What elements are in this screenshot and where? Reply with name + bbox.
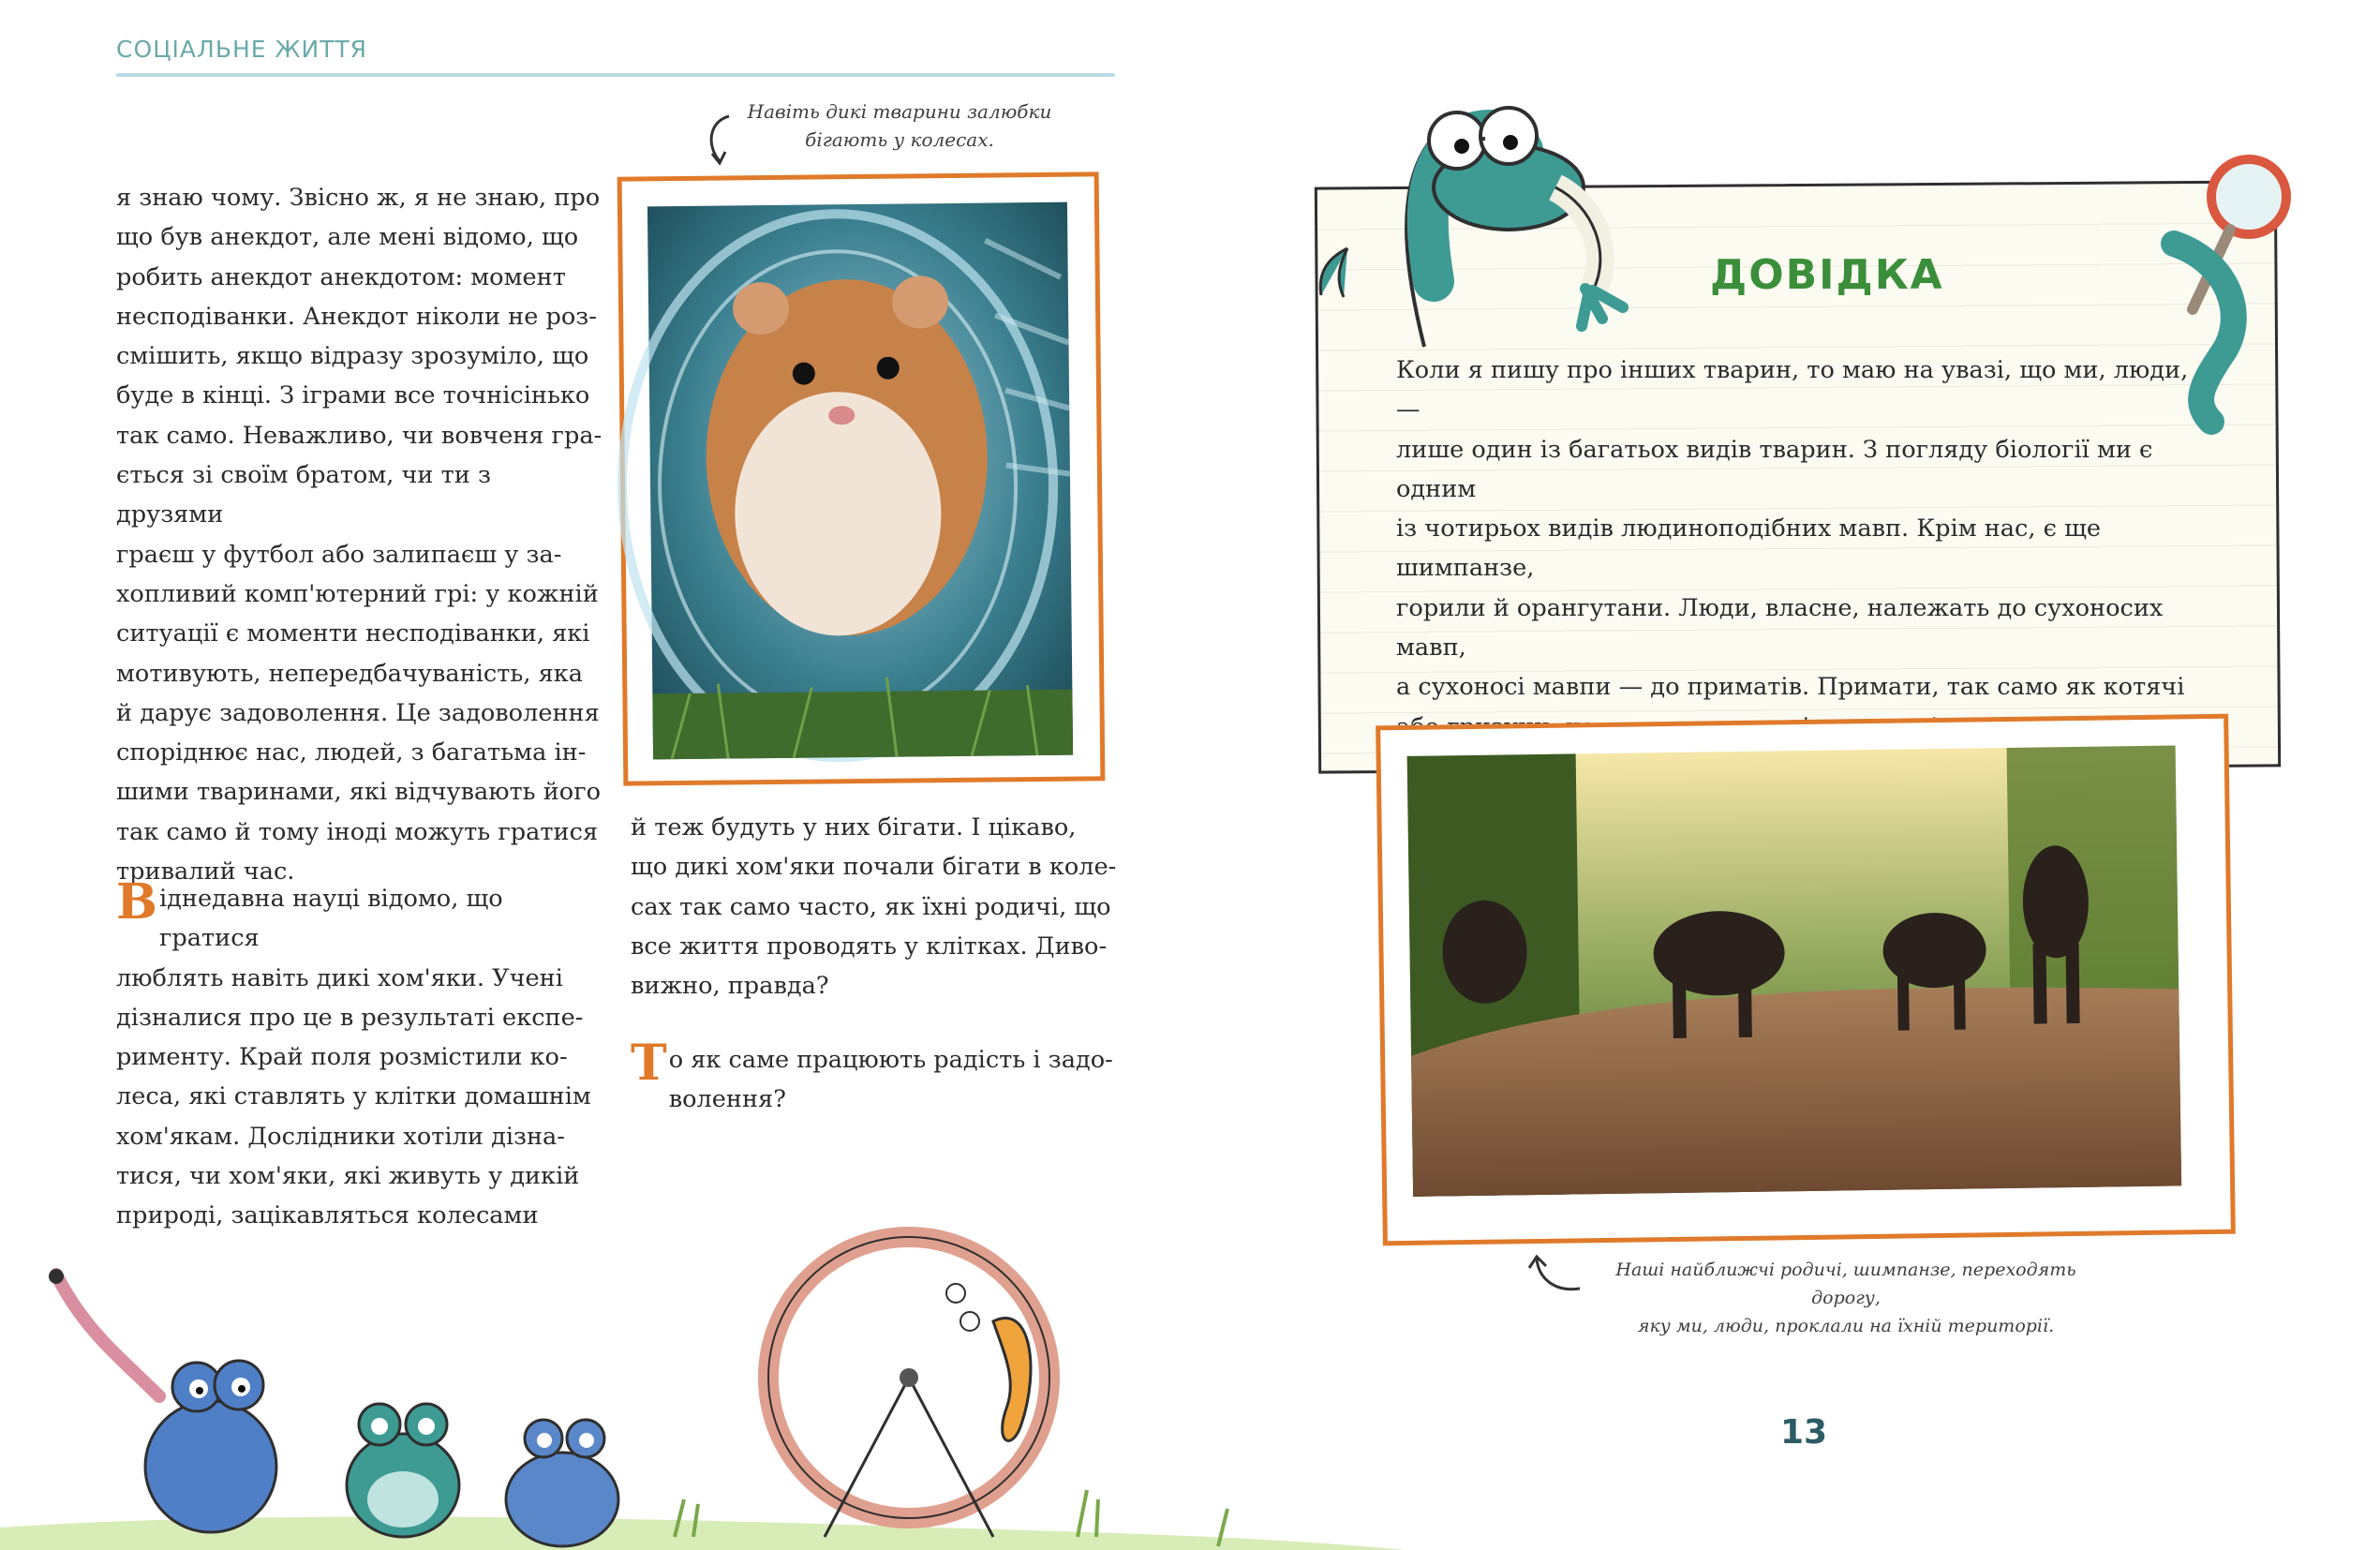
header-rule [116,73,1115,77]
snake-with-glasses-illustration [1368,66,1687,347]
reference-title: ДОВІДКА [1710,251,1944,299]
col1-paragraph-1: я знаю чому. Звісно ж, я не знаю, про що був анекдот, але мені відомо, що робить анекдот анекдотом: момент несподіванки. Анекдот ніколи не роз- смішить, якщо відразу зрозуміло, що буде в кінці. З іграми все точнісінько так само. Неважливо, чи вовченя гра- ється зі своїм братом, чи ти з друзями граєш у футбол або залипаєш у за- хопливий комп'ютерний грі: у кожній ситуації є моменти несподіванки, які мотивують, непередбачуваність, яка й дарує задоволення. Це задоволення споріднює нас, людей, з багатьма ін- шими тваринами, які відчувають його так само й тому іноді можуть гратися тривалий час. [116,184,602,887]
frogs-and-wheel-illustration [0,1218,1406,1550]
hamster-photo [647,202,1073,760]
curved-arrow-icon [701,112,738,169]
running-head: СОЦІАЛЬНЕ ЖИТТЯ [116,36,368,63]
page-number: 13 [1780,1413,1828,1452]
col2-paragraph-1: й теж будуть у них бігати. І цікаво, що дикі хом'яки почали бігати в коле- сах так само часто, як їхні родичі, що все життя проводять у клітках. Диво- вижно, правда? [631,813,1117,1001]
chimp-photo-frame [1376,714,2236,1246]
column-left-second [116,873,603,1236]
chimpanzees-photo [1407,745,2181,1196]
column-right [631,808,1118,1006]
hamster-caption: Навіть дикі тварини залюбки бігають у колесах. [747,100,1052,151]
curved-arrow-icon [1527,1251,1584,1298]
dropcap: В [116,873,157,931]
reference-text: Коли я пишу про інших тварин, то маю на увазі, що ми, люди, — лише один із багатьох видів тварин. З погляду біології ми є одним із чотирьох видів людиноподібних мавп. Крім нас, є ще шимпанзе, горили й орангутани. Люди, власне, належать до сухоносих мавп, а сухоносі мавпи — до приматів. Примати, так само як котячі [1396,350,2202,827]
column-right-second [631,1035,1118,1120]
col2-paragraph-2: Т о як саме працюють радість і задо- волення? [631,1035,1113,1114]
dropcap: Т [631,1035,667,1092]
column-left [116,178,603,891]
col1-paragraph-2: В іднедавна науці відомо, що гратися люблять навіть дикі хом'яки. Учені дізналися про це в результаті експе- рименту. Край поля розмістили ко- леса, які ставлять у клітки домашнім хом'якам. Дослідники хотіли дізна- тися, чи хом'яки, які живуть у дикій природі, зацікавляться колесами [116,873,591,1230]
snake-hand-left-illustration [1310,239,1366,305]
chimp-caption: Наші найближчі родичі, шимпанзе, переходять дорогу, яку ми, люди, проклали на їхній території. [1615,1259,2076,1336]
hamster-photo-frame [617,171,1106,785]
